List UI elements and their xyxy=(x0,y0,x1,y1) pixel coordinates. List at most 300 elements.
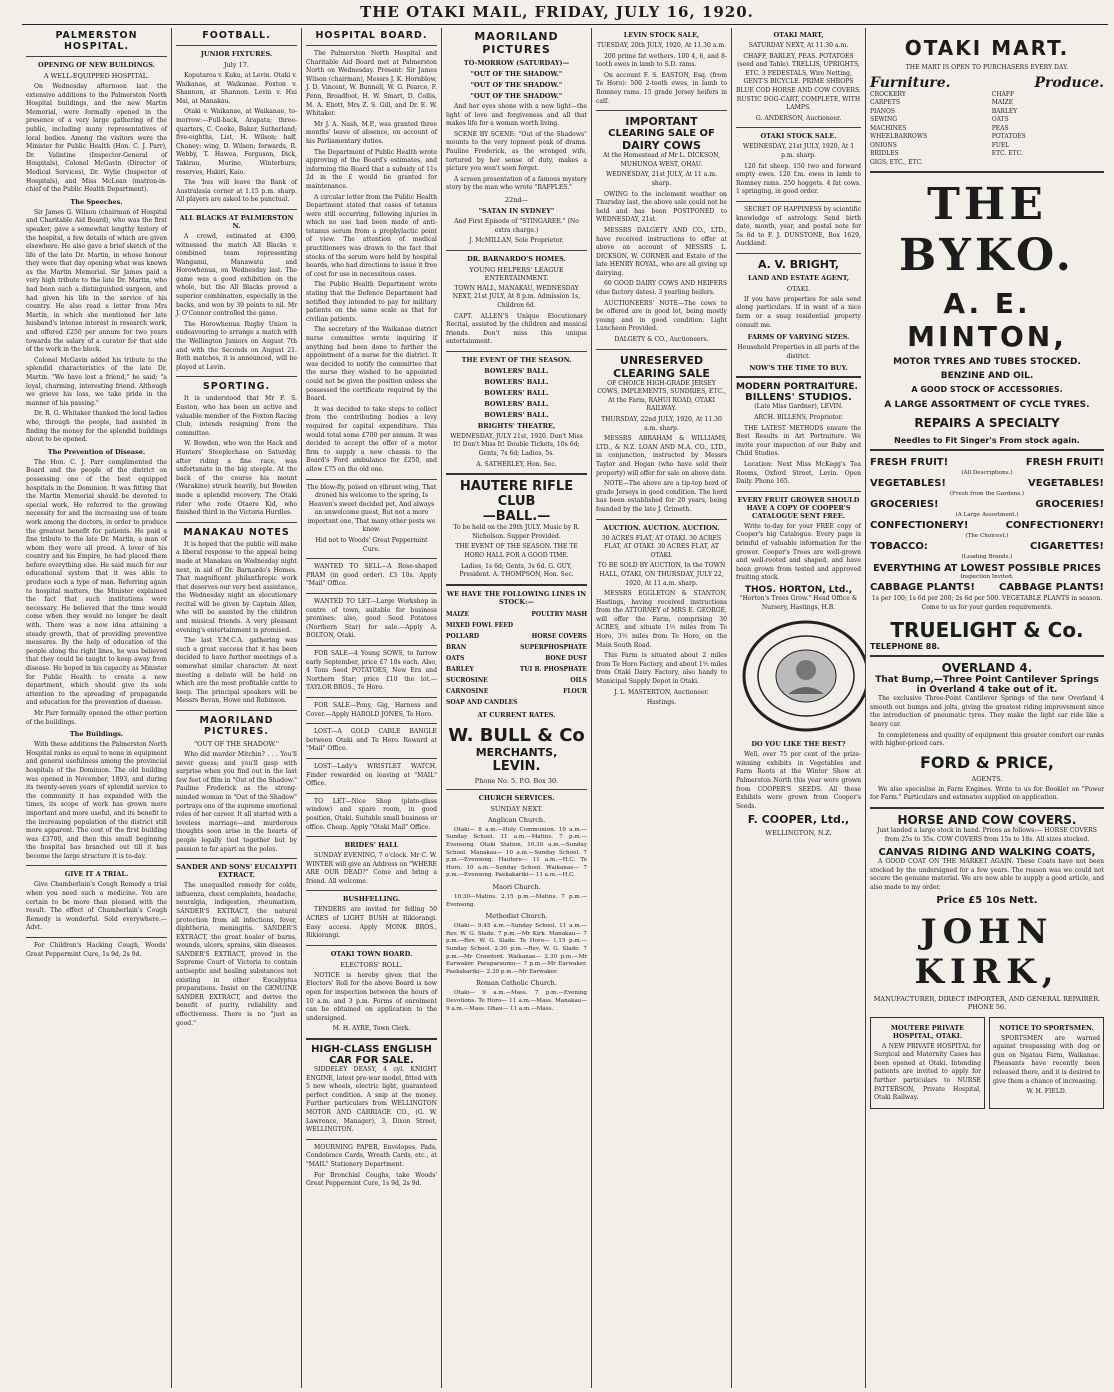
confectionery-left: CONFECTIONERY! xyxy=(870,520,969,532)
stock-item: BARLEY xyxy=(446,665,474,673)
sportsmen-sig: W. H. FIELD. xyxy=(1026,1088,1067,1096)
col4-sub1: TO-MORROW (SATURDAY)— xyxy=(463,59,570,67)
col5-p16: MESSRS EGGLETON & STANTON, Hastings, having received instructions from the ATTORNEY of MRS E. GEORGE, will offer the Farm, comprising 30 ACRES, and situate 1½ miles from Te Horo, 3½ miles from Te Horo, on the Main South Road. xyxy=(596,590,727,649)
stock-row xyxy=(446,675,587,686)
mart-item: PIANOS xyxy=(870,107,896,115)
cabbage-right: CABBAGE PLANTS! xyxy=(999,582,1104,594)
mart-item: MAIZE xyxy=(991,99,1014,107)
col1-p2: Sir James G. Wilson (chairman of Hospital and Charitable Aid Board), who was the first speaker, gave a somewhat lengthy history of the hospital, a few details of which are given elsewhere. He also gave a brief sketch of the life of the late Dr. Martin, in whose honour they were that day opening what was known as the Martin Memorial. Sir James paid a very high tribute to the late Dr. Martin, who had been such a distinguished surgeon, and had given his life in the service of his country. He also read a letter from Mrs Martin, in which she mentioned her late husband's intense interest in research work, and offered £250 per annum for two years towards the salary of a curator for that side of the work in the block. xyxy=(26,208,167,354)
col4-p1: And her eyes shone with a new light—the light of love and forgiveness and all that makes life for a woman worth living. xyxy=(446,103,587,128)
otaki-mart-title: OTAKI MART. xyxy=(904,36,1070,60)
col4-p7: WEDNESDAY, JULY 21st, 1920. Don't Miss It! Don't Miss It! Double Tickets, 10s 6d; Gents, 7s 6d; Ladies, 5s. xyxy=(450,432,583,458)
column-3 xyxy=(302,28,442,1388)
column-6 xyxy=(732,28,866,1388)
column-1 xyxy=(22,28,172,1388)
col2-p6: It is understood that Mr F. S. Easton, who has been an active and valuable member of the Foxton Racing Club, intends resigning from the committee. xyxy=(176,395,297,437)
col6-sub3: OTAKI. xyxy=(786,284,811,293)
col4-q3: "OUT OF THE SHADOW." xyxy=(470,92,563,100)
note-fresh-gardens: (Fresh from the Gardens.) xyxy=(949,491,1025,498)
col4-q1: "OUT OF THE SHADOW." xyxy=(470,70,563,78)
stock-item: BRAN xyxy=(446,643,467,651)
divider xyxy=(306,758,437,759)
col7-p5: A LARGE ASSORTMENT OF CYCLE TYRES. xyxy=(884,400,1090,411)
stock-row xyxy=(446,620,587,631)
col1-p4: Dr. R. G. Whitaker thanked the local ladies who, through the people, had assisted in finding the money for the splendid buildings about to be opened. xyxy=(26,410,167,444)
stock-item: POULTRY MASH xyxy=(531,610,587,618)
fresh-fruit-left: FRESH FRUIT! xyxy=(870,457,949,469)
divider xyxy=(306,593,437,594)
col7-p13: Just landed a large stock in hand. Prices as follows:— HORSE COVERS from 25s to 35s. COW COVERS from 15s to 18s. All sizes stocked. xyxy=(877,827,1097,843)
divider xyxy=(176,710,297,711)
mart-item: BARLEY xyxy=(991,107,1018,115)
divider xyxy=(306,558,437,559)
col5-p7: MESSRS DALGETY AND CO., LTD., have received instructions to offer at above on account of MESSRS L. DICKSON, W. CORNER and Estate of the late HENRY ROYAL, who are all giving up dairying. xyxy=(596,226,727,277)
col1-p6: Mr Parr formally opened the other portion of the buildings. xyxy=(26,709,167,726)
divider xyxy=(306,723,437,724)
john-kirk-sub: MANUFACTURER, DIRECT IMPORTER, AND GENERAL REPAIRER. PHONE 56. xyxy=(873,994,1101,1011)
col6-p8: (Late Miss Gardner), LEVIN. xyxy=(754,403,843,411)
col4-sig2: A. SATHERLEY, Hon. Sec. xyxy=(476,460,557,468)
bowlers-ball: BOWLERS' BALL. xyxy=(484,410,549,419)
col6-p4: 120 fat sheep. 150 two and forward empty ewes. 120 f.m. ewes in lamb to Romney rams. 250 hoggets. 4 fat cows. 1 springing, in good order. xyxy=(736,162,861,196)
divider xyxy=(176,45,297,46)
col3-p7: It was decided to take steps to collect from the contributing bodies a levy required for capital expenditure. This would total some £700 per annum. It was decided to accept the offer of a motor firm to supply a new chassis to the Board's Ford ambulance for £250, and allow £75 on the old one. xyxy=(306,405,437,473)
fresh-fruit-row xyxy=(870,455,1104,470)
col7-p6: REPAIRS A SPECIALTY xyxy=(914,416,1060,431)
furniture-produce-row xyxy=(870,75,1104,91)
newspaper-page xyxy=(22,28,1108,1388)
col4-p10: Ladies, 1s 6d; Gents, 3s 6d. G. GUY, President. A. THOMPSON, Hon. Sec. xyxy=(459,562,574,579)
classified-ad: TO LET—Nice Shop (plate-glass window) and spare room, in good position, Otaki. Suitable small business or office. Cheap. Apply "Otaki Mail" Office. xyxy=(306,797,437,831)
col2-p11: The unequalled remedy for colds, influenza, chest complaints, headache, neuralgia, indigestion, rheumatism, SANDER'S EXTRACT, the natural protection from all infections, fever, diphtheria, meningitis. SANDER'S EXTRACT, the great healer of burns, wounds, ulcers, sprains, skin diseases. SANDER'S EXTRACT, proved in the Supreme Court of Victoria to contain antiseptic and healing substances not existing in other Eucalyptus preparations. Insist on the GENUINE SANDER EXTRACT, and derive the benefit of purity, reliability and effectiveness. There is no "just as good." xyxy=(176,882,297,1027)
col7-p14: A GOOD COAT ON THE MARKET AGAIN. These Coats have not been stocked by the undersigned for a few years. The reason was we could not secure the genuine material. We are now able to supply a good article, and also made to my order. xyxy=(870,858,1104,891)
col3-p4: A circular letter from the Public Health Department stated that cases of tetanus were still occurring, following injuries in which no use had been made of anti-tetanus serum from a prophylactic point of view. The attention of medical practitioners was drawn to the fact that stocks of the serum were held by hospital boards, who had directions to issue it free of cost for use in necessitous cases. xyxy=(306,193,437,278)
stock-row xyxy=(446,697,587,708)
stock-row xyxy=(446,664,587,675)
classified-ad: LOST—A GOLD CABLE BANGLE between Otaki and Te Horo. Reward at "Mail" Office. xyxy=(306,728,437,753)
col6-big3: BILLENS' STUDIOS. xyxy=(745,392,852,404)
divider xyxy=(26,56,167,57)
col4-sig1: J. McMILLAN, Sole Proprietor. xyxy=(469,237,564,245)
col6-sig1: G. ANDERSON, Auctioneer. xyxy=(755,114,842,122)
firm-name: W. BULL & Co xyxy=(448,724,585,746)
divider xyxy=(306,1139,437,1140)
col5-sub1: AUCTION. AUCTION. AUCTION. xyxy=(603,523,720,532)
col2-sub2: ALL BLACKS AT PALMERSTON N. xyxy=(179,213,294,230)
stock-item: OATS xyxy=(446,654,465,662)
byko-title: THE BYKO. xyxy=(899,179,1075,282)
col4-rc-serv: Otaki— 9 a.m.—Mass. 7 p.m.—Evening Devotions. Te Horo— 11 a.m.—Mass. Manakau— 9 a.m.—Mass. Ohau— 11 a.m.—Mass. xyxy=(446,990,587,1012)
grocery-ad xyxy=(870,455,1104,651)
col6-sub7: THOS. HORTON, Ltd., xyxy=(744,584,853,595)
col4-sub4: THE EVENT OF THE SEASON. xyxy=(461,355,572,364)
car-sale-title: HIGH-CLASS ENGLISH CAR FOR SALE. xyxy=(311,1044,432,1066)
confectionery-row xyxy=(870,518,1104,533)
col5-p4: At the Homestead of Mr L. DICKSON, MUHUNOA WEST, OHAU. xyxy=(602,152,721,168)
col7-p2: MOTOR TYRES AND TUBES STOCKED. xyxy=(893,357,1081,368)
stock-row xyxy=(446,631,587,642)
col4-current: AT CURRENT RATES. xyxy=(477,710,556,719)
col4-p3: A screen presentation of a famous mystery story by the man who wrote "RAFFLES." xyxy=(446,175,587,192)
col5-title: LEVIN STOCK SALE, xyxy=(623,31,700,39)
divider xyxy=(870,655,1104,657)
col5-big5: CLEARING SALE xyxy=(613,366,710,380)
col4-p5: TOWN HALL, MANAKAU, WEDNESDAY NEXT, 21st JULY, At 8 p.m. Admission 1s, Children 6d. xyxy=(452,284,581,309)
john-kirk-title: JOHN KIRK, xyxy=(914,911,1060,992)
fresh-fruit-right: FRESH FRUIT! xyxy=(1025,457,1104,469)
col3-sub4: ELECTORS' ROLL. xyxy=(340,960,403,969)
overland-title: OVERLAND 4. xyxy=(941,661,1033,676)
divider xyxy=(306,45,437,46)
col1-p3: Colonel McGavin added his tribute to the splendid characteristics of the late Dr. Martin. "We have lost a friend," he said; "a loyal, charming, interesting friend. Although we grieve his loss, we take pride in the manner of his passing." xyxy=(26,356,167,407)
col4-church: CHURCH SERVICES. xyxy=(478,793,555,802)
col2-p5: The Horowhenua Rugby Union is endeavouring to arrange a match with the Wellington Juniors on August 7th and with the Seconds on August 21. Both matches, it is announced, will be played at Levin. xyxy=(176,320,297,371)
furniture-heading: Furniture. xyxy=(870,74,951,91)
col6-sub1: OTAKI STOCK SALE. xyxy=(760,132,837,141)
divider xyxy=(446,351,587,352)
mart-item: CARPETS xyxy=(870,99,900,107)
col4-sub2: DR. BARNARDO'S HOMES. xyxy=(467,254,566,263)
sportsmen-title: NOTICE TO SPORTSMEN. xyxy=(999,1023,1094,1032)
classified-ad: FOR SALE—4 Young SOWS, to farrow early September, price £7 10s each. Also, 4 Tons Seed POTATOES, New Era and Northern Star; price £10 the lot.—TAYLOR BROS., Te Horo. xyxy=(306,650,437,692)
classified-ad: FOR SALE—Pony, Gig, Harness and Cover.—Apply HAROLD JONES, Te Horo. xyxy=(306,701,437,718)
col5-big2: CLEARING SALE OF xyxy=(608,128,715,140)
col4-p8: To be held on the 29th JULY. Music by R. Nicholson. Supper Provided. xyxy=(453,524,580,540)
col4-services: Otaki— 8 a.m.—Holy Communion. 10 a.m.—Sunday School. 11 a.m.—Matins. 7 p.m.—Evensong. Otaki Station, 10.30 a.m.—Sunday School. Manakau— 10 a.m.—Sunday School. 7 p.m.—Evensong. Hautere— 11 a.m.—H.C. Te Horo, 10 a.m.—Sunday School. Waikanae— 7 p.m.—Evensong. Paekakariki— 11 a.m.—H.C. xyxy=(446,826,587,879)
col5-p6: OWING to the inclement weather on Thursday last, the above sale could not be held and has been POSTPONED to WEDNESDAY, 21st. xyxy=(596,190,727,224)
col3-p8b: Hid not to Woods' Great Peppermint Cure. xyxy=(315,537,428,553)
col7-p10: The exclusive Three-Point Cantilever Springs of the new Overland 4 smooth out bumps and jolts, giving the greatest riding improvement since the introduction of pneumatic tyres. They make the light car ride like a heavy car. xyxy=(870,695,1104,729)
truelight-title: TRUELIGHT & Co. xyxy=(890,618,1084,643)
col6-big1: A. V. BRIGHT, xyxy=(757,257,840,271)
mart-item: POTATOES xyxy=(991,133,1026,141)
vegetables-row xyxy=(870,476,1104,491)
mart-items-left xyxy=(870,91,982,168)
stock-list xyxy=(446,609,587,708)
col6-sub4: FARMS OF VARYING SIZES. xyxy=(747,333,850,342)
divider xyxy=(736,127,861,128)
mart-item: CROCKERY xyxy=(870,90,906,98)
col6-p11: Write to-day for your FREE copy of Cooper's big Catalogue. Every page is brimful of valuable information for the grower. Cooper's Trees are well-grown and well-rooted and shaped, and have been grown from tested and approved fruiting stock. xyxy=(736,522,861,582)
col4-rc: Roman Catholic Church. xyxy=(476,979,557,988)
everything-lowest: EVERYTHING AT LOWEST POSSIBLE PRICES xyxy=(873,563,1101,575)
col6-p2: CHAFF, BARLEY, PEAS. POTATOES (seed and Table). TRELLIS, UPRIGHTS, ETC. 3 PEDESTALS, Wire Netting, GENT'S BICYCLE. PRIME SHROPS BLUE COD HORSE AND COW COVERS. RUSTIC DOG-CART, COMPLETE, WITH LAMPS. xyxy=(736,52,861,112)
ford-price-title: FORD & PRICE, xyxy=(920,752,1054,772)
col3-p1: The Palmerston North Hospital and Charitable Aid Board met at Palmerston North on Wednesday. Present: Sir James Wilson (chairman), Messrs J. K. Hornblow, J. D. Vincent, W. Bunnell, W. G. Pearce, F. Penn, Broadfoot, H. W. Smart, D. Collis, M. A. Eliott, Mrs Z. S. Gill, and Dr. E. W. Whitaker. xyxy=(306,50,437,118)
col4-p9: THE EVENT OF THE SEASON. THE TE HORO HALL FOR A GOOD TIME. xyxy=(455,543,578,560)
stock-item: OILS xyxy=(570,676,587,684)
mart-item: OATS xyxy=(991,116,1009,124)
divider xyxy=(176,209,297,210)
col3-p5: The Public Health Department wrote stating that the Defence Department had notified they intended to pay for military patients on the same scale as that for civilian patients. xyxy=(306,281,437,323)
note-all-descriptions: (All Descriptions.) xyxy=(961,470,1013,477)
col2-p10: Who did murder Mitchin? . . . You'll never guess; and you'll gasp with surprise when you find out in the last few feet of film in "Out of the Shadow." Pauline Frederick as the strong-minded woman in "Out of the Shadow" portrays one of the supreme emotional roles of her career. It all started with a loveless marriage—and murderous thoughts soon arise in the hearts of people legally tied together but by passion to far apart as the poles. xyxy=(176,751,297,853)
col2-sub4: MANAKAU NOTES xyxy=(183,526,290,538)
col3-sub3: OTAKI TOWN BOARD. xyxy=(330,949,413,958)
col6-sub6: EVERY FRUIT GROWER SHOULD HAVE A COPY OF COOPER'S CATALOGUE SENT FREE. xyxy=(737,495,860,520)
stock-item: BONE DUST xyxy=(545,654,587,662)
col7-p4: A GOOD STOCK OF ACCESSORIES. xyxy=(911,385,1063,395)
col4-title: MAORILAND PICTURES xyxy=(474,30,559,56)
bowlers-ball: BOWLERS' BALL. xyxy=(484,399,549,408)
col6-sub9: WELLINGTON, N.Z. xyxy=(765,829,832,838)
col3-p3: The Department of Public Health wrote approving of the Board's estimates, and informing the Board that a subsidy of 11s 2d in the £ would be granted for maintenance. xyxy=(306,148,437,190)
col3-sub2: BUSHFELLING. xyxy=(342,895,401,904)
cabbage-left: CABBAGE PLANTS! xyxy=(870,582,975,594)
column-7 xyxy=(866,28,1108,1388)
stock-item: SOAP AND CANDLES xyxy=(446,698,518,706)
col2-p2: Otaki v. Waikanae, at Waikanae, to-morrow:—Full-back, Arapata; three-quarters, C. Cooke, Baker, Sutherland; five-eighths, List, H. Wilson; half, Chaney; wing, D. Wilson; forwards, R. Webby, T. Hawea, Ferguson, Dick, Takirau, Murino, Winterbura; reserves, Hakiri, Kaio. xyxy=(176,108,297,176)
canvas-coats-title: CANVAS RIDING AND WALKING COATS, xyxy=(878,847,1096,859)
col1-sub4: The Prevention of Disease. xyxy=(47,447,146,456)
tobacco-row xyxy=(870,539,1104,554)
col7-p8: 1s per 100; 1s 6d per 200; 2s 6d per 500. VEGETABLE PLANTS in season. Come to us for your garden requirements. xyxy=(871,595,1103,611)
divider xyxy=(596,110,727,111)
col4-q2: "OUT OF THE SHADOW." xyxy=(470,81,563,89)
masthead-rule xyxy=(22,24,1108,25)
mart-item: GIGS, ETC., ETC. xyxy=(870,158,923,166)
sportsmen-text: SPORTSMEN are warned against trespassing with dog or gun on Ngatau Farm, Waikanae. Pheasants have recently been released there, and it is desired to give them a chance of increasing. xyxy=(993,1034,1100,1085)
bowlers-ball: BOWLERS' BALL. xyxy=(484,366,549,375)
col6-sub2: LAND AND ESTATE AGENT, xyxy=(747,273,850,282)
cigarettes-right: CIGARETTES! xyxy=(1029,541,1104,553)
seal-portrait-head xyxy=(796,660,816,680)
col2-sub5: MAORILAND PICTURES. xyxy=(199,715,274,737)
col5-p8: 60 GOOD DAIRY COWS AND HEIFERS (due factory dates). 3 yearling heifers. xyxy=(596,280,727,297)
col6-p1: SATURDAY NEXT, At 11.30 a.m. xyxy=(748,42,849,49)
divider xyxy=(306,479,437,480)
col4-anglican: Anglican Church. xyxy=(487,815,546,824)
col4-p2: SCENE BY SCENE: "Out of the Shadows" mounts to the very topmost peak of drama. Pauline Frederick, as the wronged wife, tortured by her sense of duty, makes a picture you won't soon forget. xyxy=(446,130,587,173)
col2-sub3: SPORTING. xyxy=(202,381,271,393)
col4-p6: CAPT. ALLEN'S Unique Elocutionary Recital, assisted by the children and musical friends. Don't miss this unique entertainment. xyxy=(446,312,587,346)
col2-sub6: "OUT OF THE SHADOW." xyxy=(194,740,279,748)
divider xyxy=(596,349,727,350)
col4-date2: 22nd— xyxy=(504,195,529,204)
col1-title: PALMERSTON HOSPITAL. xyxy=(55,30,138,52)
col2-p9: The last Y.M.C.A. gathering was such a great success that it has been decided to have further meetings of a somewhat similar character. At next meeting a debate will be held on which are the most profitable cattle to keep. The principal speakers will be Messrs Bevan, Howe and Robinson. xyxy=(176,637,297,705)
col1-sub2: A WELL-EQUIPPED HOSPITAL. xyxy=(43,72,150,80)
col2-sub1: JUNIOR FIXTURES. xyxy=(200,50,273,58)
firm-phone: Phone No. 5. P.O. Box 30. xyxy=(474,776,559,785)
groceries-right: GROCERIES! xyxy=(1035,499,1104,511)
col5-p17: This Farm is situated about 2 miles from Te Horo Factory, and about 1½ miles from Otaki Dairy Factory, also handy to Municipal Supply Depot in Otaki. xyxy=(596,652,727,686)
mart-item: CHAFF xyxy=(991,90,1015,98)
moutere-title: MOUTERE PRIVATE HOSPITAL, OTAKI. xyxy=(890,1023,965,1040)
col2-title: FOOTBALL. xyxy=(202,30,271,41)
stock-item: MAIZE xyxy=(446,610,470,618)
col3-p6: The secretary of the Waikanae district nurse committee wrote inquiring if anything had been done to further the appointment of a nurse for the district. It was decided to notify the committee that the nurse they wished to be appointed could not be given the position unless she possessed the certificate required by the Board. xyxy=(306,326,437,403)
stock-row xyxy=(446,642,587,653)
col6-p13: Well, over 75 per cent of the prize-winning exhibits in Vegetables and Farm Roots at the Winter Show at Palmerston North this year were grown from COOPER'S SEEDS. All these Exhibits were grown from Cooper's Seeds. xyxy=(736,751,861,810)
col6-p9: THE LATEST METHODS ensure the Best Results in Art Portraiture. We invite your inspection of our Baby and Child Studies. xyxy=(736,424,861,458)
divider xyxy=(306,890,437,891)
mart-item: PEAS xyxy=(991,124,1009,132)
price-nett: Price £5 10s Nett. xyxy=(936,894,1038,906)
bottom-boxes xyxy=(870,1014,1104,1112)
column-4 xyxy=(442,28,592,1388)
col4-maori-serv: 10.30—Matins. 2.15 p.m.—Matins. 7 p.m.—Evensong. xyxy=(446,893,587,908)
col1-p9: For Children's Hacking Cough, Woods' Great Peppermint Cure, 1s 9d, 2s 9d. xyxy=(26,942,167,958)
mart-item: SEWING MACHINES xyxy=(870,116,907,132)
col5-sig3: Hastings. xyxy=(646,699,677,707)
stock-item: HORSE COVERS xyxy=(531,632,587,640)
rifle-club-ball: —BALL.— xyxy=(482,509,551,525)
col7-p7: Needles to Fit Singer's From stock again. xyxy=(894,436,1080,446)
tobacco-left: TOBACCO: xyxy=(870,541,928,553)
col6-big4: F. COOPER, Ltd., xyxy=(747,813,850,827)
note-large-assortment: (A Large Assortment.) xyxy=(955,512,1019,519)
col4-we-have: WE HAVE THE FOLLOWING LINES IN STOCK:— xyxy=(446,589,587,606)
col5-sig1: DALGETY & CO., Auctioneers. xyxy=(614,336,709,344)
stock-item: FLOUR xyxy=(563,687,587,695)
stock-row xyxy=(446,653,587,664)
firm-town: LEVIN. xyxy=(492,758,541,774)
col5-p3: On account F. S. EASTON, Esq. (from Te Horo): 500 2-tooth ewes, in lamb to Romney rams. 15 grade Jersey heifers in calf. xyxy=(596,71,727,105)
col5-sig2: J. L. MASTERTON, Auctioneer. xyxy=(614,688,709,696)
col7-p3: BENZINE AND OIL. xyxy=(940,371,1034,382)
divider xyxy=(306,645,437,646)
col3-sub1: BRIDES' HALL xyxy=(344,841,399,850)
col1-p1: On Wednesday afternoon last the extensive additions to the Palmerston North Hospital buildings, and the new Martin Memorial, were formally opened in the presence of a very large gathering of the public, including many representatives of local bodies. Among the visitors were the Minister for Public Health (Hon. C. J. Parr), Dr. Valintine (Inspector-General of Hospitals), Colonel McGavin (Director of Medical Services), Dr. Wylie (Inspector of Hospitals), and Miss McLean (matron-in-chief of the Public Health Department). xyxy=(26,83,167,194)
mart-items xyxy=(870,91,1104,168)
divider xyxy=(306,836,437,837)
divider xyxy=(26,937,167,938)
col2-p4: A crowd, estimated at 4300, witnessed the match All Blacks v. combined team representing Wanganui, Manawatu and Horowhenua, on Wednesday last. The game was a good exhibition on the whole, but the All Blacks proved a superior combination, especially in the backs, and won by 39 points to nil. Mr J. O'Connor controlled the game. xyxy=(176,232,297,318)
divider xyxy=(736,253,861,254)
classified-ad: WANTED TO SELL—A Rose-shaped PRAM (in good order). £3 10s. Apply "Mail" Office. xyxy=(306,563,437,588)
col2-sub7: SANDER AND SONS' EUCALYPTI EXTRACT. xyxy=(176,863,297,880)
produce-heading: Produce. xyxy=(1034,74,1104,91)
mart-items-right xyxy=(992,91,1104,168)
col6-sub8: DO YOU LIKE THE BEST? xyxy=(751,740,846,749)
truelight-telephone: TELEPHONE 88. xyxy=(870,642,940,652)
column-5 xyxy=(592,28,732,1388)
col3-p9: SUNDAY EVENING, 7 o'clock. Mr C. W. WINTER will give an Address on "WHERE ARE OUR DEAD?" Come and bring a friend. All welcome. xyxy=(306,852,437,885)
stock-item: TUI B. PHOSPHATE xyxy=(519,665,587,673)
divider xyxy=(870,807,1104,809)
vegetables-left: VEGETABLES! xyxy=(870,478,946,490)
col1-p8: Give Chamberlain's Cough Remedy a trial when you need such a medicine. You are certain to be more than pleased with the result. The effect of Chamberlain's Cough Remedy is wonderful. Sold everywhere.—Advt. xyxy=(26,881,167,932)
col2-p3: The 'bus will leave the Bank of Australasia corner at 1.15 p.m. sharp. All players are asked to be punctual. xyxy=(176,179,297,204)
col5-p1: TUESDAY, 20th JULY, 1920, At 11.30 a.m. xyxy=(596,42,727,49)
sportsmen-notice-box xyxy=(989,1017,1104,1109)
stock-item: SUCROSINE xyxy=(446,676,488,684)
groceries-row xyxy=(870,497,1104,512)
coopers-seeds-seal xyxy=(736,616,866,736)
col5-p5: WEDNESDAY, 21st JULY, At 11 a.m. sharp. xyxy=(606,171,717,187)
col6-sub5: NOW'S THE TIME TO BUY. xyxy=(749,364,848,373)
moutere-hospital-box xyxy=(870,1017,985,1109)
brights-theatre: BRIGHTS' THEATRE, xyxy=(477,421,556,430)
col1-sub3: The Speeches. xyxy=(70,197,123,206)
col4-sub3: YOUNG HELPERS' LEAGUE ENTERTAINMENT. xyxy=(469,265,564,282)
col1-p7: With these additions the Palmerston North Hospital ranks as equal to none in equipment and general usefulness among the provincial hospitals of the Dominion. The old building was opened in November, 1893, and during its twenty-seven years of splendid service to the community it has expanded with the times, its scope of work has grown more important and more useful, and its benefit to the increasing population of the district still more apparent. The cost of the first building was £3700, and then this small beginning the hospital has branched out till it has become the large structure it is to-day. xyxy=(26,741,167,860)
rifle-club-title: HAUTERE RIFLE CLUB xyxy=(459,479,574,510)
note-leading-brands: (Leading Brands.) xyxy=(961,554,1013,561)
col5-big4: UNRESERVED xyxy=(619,353,704,367)
col6-sig2: ARCH. BILLENS, Proprietor. xyxy=(754,414,843,422)
col6-p12: "Horton's Trees Grow." Head Office & Nursery, Hastings, H.B. xyxy=(739,594,858,611)
stock-item: SUPERPHOSPHATE xyxy=(520,643,587,651)
col3-sig1: M. H. AYRE, Town Clerk. xyxy=(332,1025,411,1033)
col1-p5: The Hon. C. J. Parr complimented the Board and the people of the district on possessing one of the best equipped hospitals in the Dominion. It was fitting that the Martin Memorial should be devoted to special work. He referred to the growing necessity for and the increasing use of team work among the doctors, in order to produce the greatest benefit for patients. He paid a fine tribute to the late Dr. Martin, a man of whom they were all proud. A lover of his country and his Empire, he had placed them before everything else. He said much for our educational system that it was able to produce such a type of man. Referring again to hospital matters, the Minister explained the fact that such institutions were necessary. He believed that the time would come when they would no longer be dealt with. There was a new idea attaining a steady growth, that of providing preventive measures. By the help of education of the people along the right lines, he was believed that they could be taught to keep away from disease. He hoped in his capacity as Minister for Public Health to create a new department, which should give its sole attention to the spreading of propaganda and education for the prevention of disease. xyxy=(26,458,167,707)
col6-p6: If you have properties for sale send along particulars. If in want of a nice farm or a snug residential property consult me. xyxy=(736,295,861,329)
classified-ad: WANTED TO LET—Large Workshop in centre of town, suitable for business premises; also, good Seed Potatoes (Northern Star) for sale.—Apply A. BOLTON, Otaki. xyxy=(306,598,437,640)
horse-covers-title: HORSE AND COW COVERS. xyxy=(897,813,1077,828)
col5-big3: DAIRY COWS xyxy=(622,139,701,153)
stock-row xyxy=(446,686,587,697)
divider xyxy=(176,376,297,377)
col5-big1: IMPORTANT xyxy=(625,115,698,129)
mart-item: ETC. ETC. xyxy=(991,150,1023,158)
stock-item: POLLARD xyxy=(446,632,480,640)
col2-p7: W. Bowden, who won the Hack and Hunters' Steeplechase on Saturday, after riding a fine race, was unfortunate in the big steeple. At the back of the course his mount (Warakino) struck heavily, but Bowden made a splendid recovery. The Otaki rider who rode Otaere Kid, who finished third in the Victoria Hurdles. xyxy=(176,440,297,517)
divider xyxy=(870,171,1104,173)
col7-p9: That Bump,—Three Point Cantilever Springs in Overland 4 take out of it. xyxy=(875,675,1099,696)
divider xyxy=(870,449,1104,451)
divider xyxy=(306,945,437,946)
masthead xyxy=(0,0,1114,24)
col2-p1: Koputaroa v. Kuku, at Levin. Otaki v. Waikanae, at Waikanae. Foxton v. Shannon, at Shannon. Levin v. Hui Mai, at Manakau. xyxy=(176,72,297,105)
col3-p12: SIDDELEY DEASY, 4 cyl. KNIGHT ENGINE, latest pre-war model, fitted with 5 new wheels, electric light, guaranteed perfect condition. A snip at the money. Further particulars from WELLINGTON MOTOR AND CARRIAGE CO., (G. W. Lawrence, Manager), 3, Dixon Street, WELLINGTON. xyxy=(306,1066,437,1134)
col4-maori: Maori Church. xyxy=(492,882,541,891)
col3-p8: The blow-fly, poised on vibrant wing, That droned his welcome to the spring, Is Heaven's sweet decided pet, And always an unwelcome guest, But not a more important one, That many other pests we know. xyxy=(306,483,437,534)
col6-title: OTAKI MART, xyxy=(773,31,824,39)
col1-sub1: OPENING OF NEW BUILDINGS. xyxy=(38,61,155,69)
mart-item: WHEELBARROWS xyxy=(870,133,928,141)
divider xyxy=(596,519,727,520)
ford-price-agents: AGENTS. xyxy=(971,774,1003,783)
divider xyxy=(306,697,437,698)
note-inspection: Inspection Invited. xyxy=(960,574,1014,581)
firm-sub: MERCHANTS, xyxy=(475,745,558,759)
mart-item: ONIONS xyxy=(870,141,897,149)
cabbage-row xyxy=(870,580,1104,595)
col4-methodist: Methodist Church. xyxy=(485,912,548,921)
bowlers-ball: BOWLERS' BALL. xyxy=(484,377,549,386)
divider xyxy=(446,789,587,790)
divider xyxy=(26,865,167,866)
col3-p13: MOURNING PAPER, Envelopes, Pads, Condolence Cards, Wreath Cards, etc., at "MAIL" Stationery Department. xyxy=(306,1143,437,1168)
col5-p9: AUCTIONEERS' NOTE—The cows to be offered are in good lot, being mostly young and in good condition. Light Luncheon Provided. xyxy=(596,299,727,333)
masthead-title: THE OTAKI MAIL, FRIDAY, JULY 16, 1920. xyxy=(360,3,754,21)
col3-title: HOSPITAL BOARD. xyxy=(315,30,428,41)
col2-p8: It is hoped that the public will make a liberal response to the appeal being made at Manakau on Wednesday night next, in aid of Dr. Barnardo's Homes. That magnificent philanthropic work that deserves our very best assistance, the Wednesday night an elocutionary recital will be given by Captain Allen, who will be assisted by the children and musical friends. A very pleasant evening's entertainment is promised. xyxy=(176,540,297,634)
col3-p14: For Bronchial Coughs, take Woods' Great Peppermint Cure, 1s 9d, 2s 9d. xyxy=(306,1171,437,1188)
col6-p10: Location: Next Miss McKegg's Tea Rooms, Oxford Street, Levin. Open Daily. Phone 165. xyxy=(736,461,861,486)
divider xyxy=(446,473,587,475)
classified-ad: LOST—Lady's WRISTLET WATCH. Finder rewarded on leaving at "MAIL" Office. xyxy=(306,762,437,788)
bowlers-ball: BOWLERS' BALL. xyxy=(484,388,549,397)
col6-p7: Household Properties in all parts of the district. xyxy=(737,344,860,360)
col7-p12: We also specialise in Farm Engines. Write to us for Booklet on "Power for Farm." Particulars and estimates supplied on application. xyxy=(870,785,1104,802)
minton-title: A. E. MINTON, xyxy=(907,287,1067,354)
mart-item: FUEL xyxy=(991,141,1010,149)
col6-p3: WEDNESDAY, 21st JULY, 1920, At 1 p.m. sharp. xyxy=(742,143,855,159)
col1-sub6: GIVE IT A TRIAL. xyxy=(64,870,129,879)
col4-p4: And First Episode of "STINGAREE." (No extra charge.) xyxy=(454,217,579,234)
col3-p10: TENDERS are invited for felling 50 ACRES of LIGHT BUSH at Rikiorangi. Easy access. Apply MONK BROS., Rikiorangi. xyxy=(306,906,437,940)
col4-meth-serv: Otaki— 9.45 a.m.—Sunday School. 11 a.m.—Rev. W. G. Slade. 7 p.m.—Mr Kirk. Manakau— 7 p.m.—Rev. W. G. Slade. Te Horo— 1.15 p.m.—Sunday School. 2.30 p.m.—Rev. W. G. Slade. 7 p.m.—Mr Crawford. Waikanae— 2.30 p.m.—Mr Earwaker. Paraparaumu— 7 p.m.—Mr Earwaker. Paekakariki— 2.30 p.m.—Mr Earwaker. xyxy=(446,923,587,975)
divider xyxy=(176,522,297,523)
col5-p11: THURSDAY, 22nd JULY, 1920, At 11.30 a.m. sharp. xyxy=(601,416,722,432)
col4-q4: "SATAN IN SYDNEY" xyxy=(478,206,555,215)
col5-p2: 200 prime fat wethers. 100 4, 6, and 8-tooth ewes in lamb to S.D. rams. xyxy=(596,52,727,69)
divider xyxy=(446,250,587,251)
col1-sub5: The Buildings. xyxy=(69,730,124,739)
col5-p10: OF CHOICE HIGH-GRADE JERSEY COWS, IMPLEMENTS, SUNDRIES, ETC., At the Farm, RAHUI ROAD, OTAKI RAILWAY. xyxy=(597,379,726,413)
